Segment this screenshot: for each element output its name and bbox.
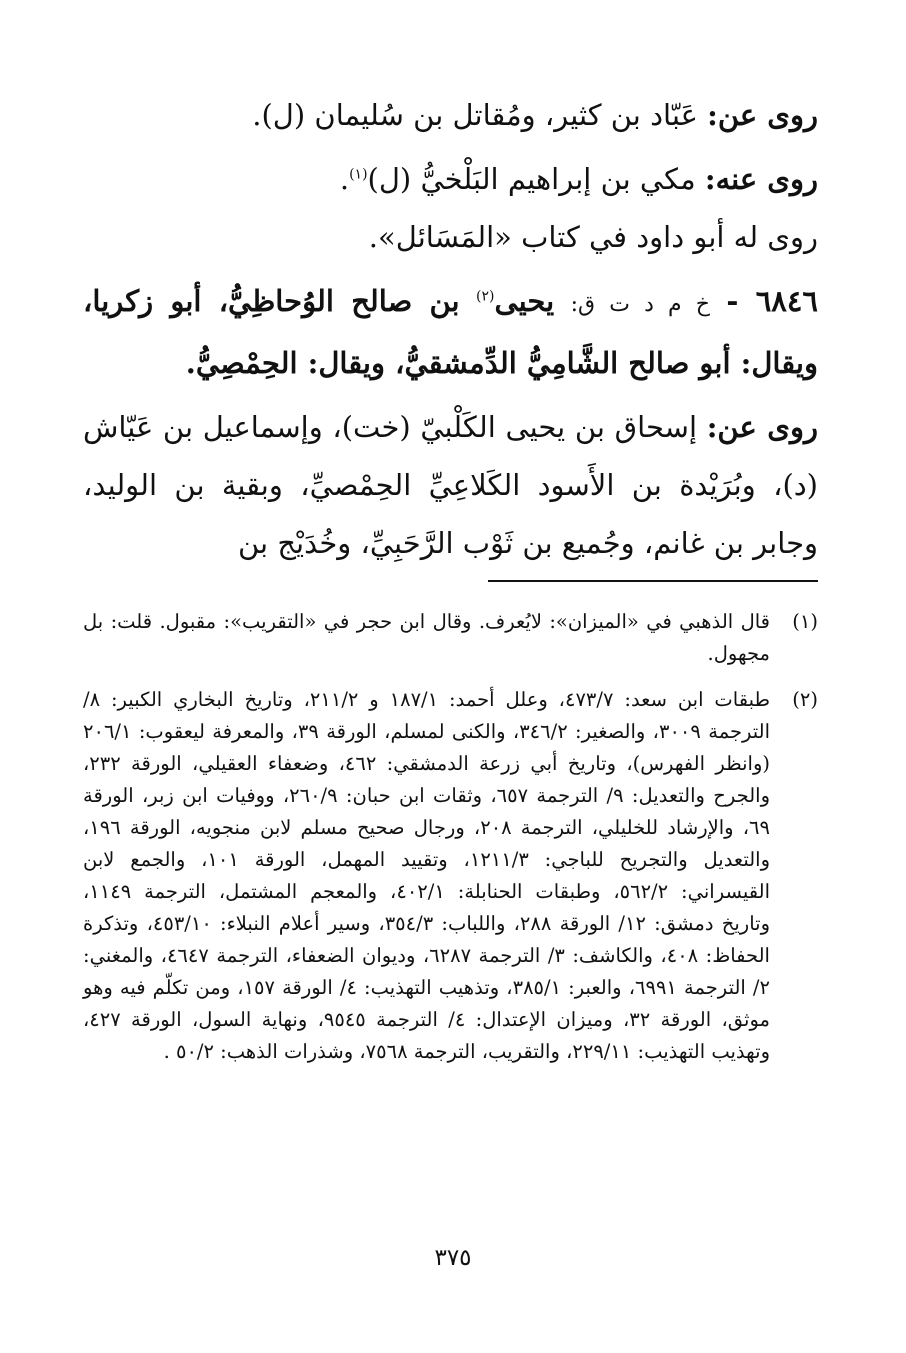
narrated-by-end: .: [339, 162, 350, 196]
narrated-from-line: [83, 86, 818, 144]
footnote-text-1: قال الذهبي في «الميزان»: لايُعرف. وقال ابن حجر في «التقريب»: مقبول. قلت: بل مجهول.: [83, 610, 770, 665]
entry-name-rest: بن صالح الوُحاظِيُّ، أبو زكريا، ويقال: أبو صالح الشَّامِيُّ الدِّمشقيُّ، ويقال: الحِمْصِيُّ.: [83, 284, 818, 380]
footnote-separator: [488, 580, 818, 582]
footnote-1: [83, 606, 818, 670]
entry-heading: [83, 272, 818, 392]
narrated-from-label: روى عن:: [707, 98, 818, 132]
footnote-text-2: طبقات ابن سعد: ٤٧٣/٧، وعلل أحمد: ١٨٧/١ و ٢١١/٢، وتاريخ البخاري الكبير: ٨/ الترجمة ٣٠٠٩، والصغير: ٣٤٦/٢، والكنى لمسلم، الورقة ٣٩، والمعرفة ليعقوب: ٢٠٦/١ (وانظر الفهرس)، وتاريخ أبي زرعة الدمشقي: ٤٦٢، وضعفاء العقيلي، الورقة ٢٣٢، والجرح والتعديل: ٩/ الترجمة ٦٥٧، وثقات ابن حبان: ٢٦٠/٩، ووفيات ابن زبر، الورقة ٦٩، والإرشاد للخليلي، الترجمة ٢٠٨، ورجال صحيح مسلم لابن منجويه، الورقة ١٩٦، والتعديل والتجريح للباجي: ١٢١١/٣، وتقييد المهمل، الورقة ١٠١، والجمع لابن القيسراني: ٥٦٢/٢، وطبقات الحنابلة: ٤٠٢/١، والمعجم المشتمل، الترجمة ١١٤٩، وتاريخ دمشق: ١٢/ الورقة ٢٨٨، واللباب: ٣٥٤/٣، وسير أعلام النبلاء: ٤٥٣/١٠، وتذكرة الحفاظ: ٤٠٨، والكاشف: ٣/ الترجمة ٦٢٨٧، وديوان الضعفاء، الترجمة ٤٦٤٧، والمغني: ٢/ الترجمة ٦٩٩١، والعبر: ٣٨٥/١، وتذهيب التهذيب: ٤/ الورقة ١٥٧، ومن تكلّم فيه وهو موثق، الورقة ٣٢، وميزان الإعتدال: ٤/ الترجمة ٩٥٤٥، ونهاية السول، الورقة ٤٢٧، وتهذيب التهذيب: ٢٢٩/١١، والتقريب، الترجمة ٧٥٦٨، وشذرات الذهب: ٥٠/٢ .: [83, 688, 771, 1063]
narrated-by-line: [83, 150, 818, 208]
footnote-2: [83, 684, 818, 1068]
footnotes: [83, 606, 818, 1082]
abu-dawud-line: روى له أبو داود في كتاب «المَسَائل».: [368, 220, 818, 254]
narrated-by-label: روى عنه:: [704, 162, 818, 196]
entry-narrated-from-text: إسحاق بن يحيى الكَلْبيّ (خت)، وإسماعيل بن عَيّاش (د)، وبُرَيْدة بن الأَسود الكَلاعِيِّ الحِمْصيِّ، وبقية بن الوليد، وجابر بن غانم، وجُميع بن ثَوْب الرَّحَبِيِّ، وخُدَيْج بن: [83, 410, 818, 560]
page-number: ٣٧٥: [434, 1245, 472, 1271]
entry-narrated-from: [83, 398, 818, 572]
entry-symbols: خ م د ت ق:: [570, 292, 711, 317]
footnote-marker-1: (١): [792, 610, 818, 633]
narrated-from-text: عَبّاد بن كثير، ومُقاتل بن سُليمان (ل).: [252, 98, 698, 132]
main-text: [83, 86, 818, 572]
footnote-ref-2[interactable]: (٢): [476, 288, 495, 305]
entry-name: يحيى: [494, 284, 555, 318]
narrated-by-text: مكي بن إبراهيم البَلْخيُّ (ل): [367, 162, 696, 196]
entry-narrated-from-label: روى عن:: [706, 410, 819, 444]
entry-number: ٦٨٤٦ -: [726, 284, 819, 318]
footnote-marker-2: (٢): [792, 688, 818, 711]
footnote-ref-1[interactable]: (١): [349, 166, 368, 183]
